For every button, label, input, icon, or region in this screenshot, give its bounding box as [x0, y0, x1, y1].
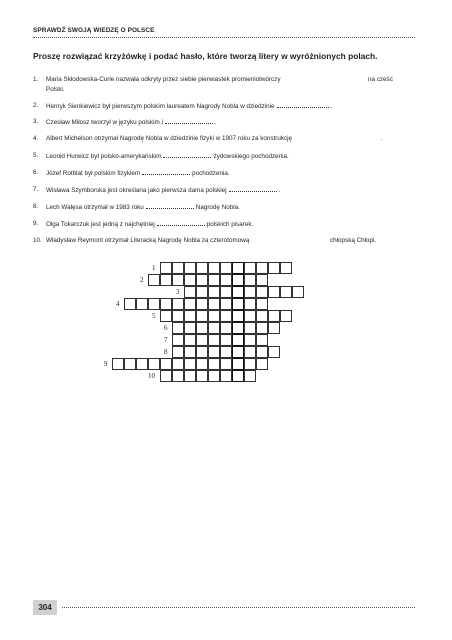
crossword-cell[interactable] — [184, 262, 196, 274]
crossword-cell[interactable] — [196, 274, 208, 286]
question-text: Albert Michelson otrzymał Nagrodę Nobla w dziedzinie fizyki w 1907 roku za konstrukcję — [46, 135, 293, 142]
crossword-cell[interactable] — [208, 274, 220, 286]
crossword-cell[interactable] — [184, 286, 196, 298]
question-number: 5. — [33, 152, 39, 159]
clue-number: 3 — [176, 288, 180, 296]
clue-number: 6 — [164, 324, 168, 332]
crossword-key-cell[interactable] — [232, 310, 244, 322]
crossword-cell[interactable] — [256, 358, 268, 370]
crossword-cell[interactable] — [184, 370, 196, 382]
crossword-cell[interactable] — [196, 370, 208, 382]
crossword-cell[interactable] — [196, 334, 208, 346]
clue-number: 4 — [116, 300, 120, 308]
question-text: Maria Skłodowska-Curie nazwała odkryty przez siebie pierwiastek promieniotwórczy — [46, 76, 281, 83]
clue-number: 7 — [164, 336, 168, 344]
question-tail: chłopską Chłopi. — [330, 237, 377, 244]
crossword-cell[interactable] — [208, 262, 220, 274]
crossword-cell[interactable] — [148, 274, 160, 286]
crossword-cell[interactable] — [172, 298, 184, 310]
crossword-cell[interactable] — [256, 274, 268, 286]
crossword-cell[interactable] — [268, 262, 280, 274]
crossword-cell[interactable] — [244, 310, 256, 322]
question-text: Lech Wałęsa otrzymał w 1983 roku Nagrodę Nobla. — [46, 204, 240, 211]
crossword-cell[interactable] — [256, 334, 268, 346]
crossword-cell[interactable] — [184, 346, 196, 358]
crossword-cell[interactable] — [244, 286, 256, 298]
section-header: SPRAWDŹ SWOJĄ WIEDZĘ O POLSCE — [33, 27, 155, 34]
crossword-cell[interactable] — [208, 346, 220, 358]
crossword-cell[interactable] — [244, 298, 256, 310]
crossword-cell[interactable] — [220, 370, 232, 382]
question-text: Józef Rotblat był polskim fizykiem pochodzenia. — [46, 170, 230, 177]
question-number: 2. — [33, 102, 39, 109]
crossword-cell[interactable] — [124, 298, 136, 310]
crossword-cell[interactable] — [220, 322, 232, 334]
crossword-cell[interactable] — [136, 358, 148, 370]
crossword-cell[interactable] — [184, 310, 196, 322]
crossword-key-cell[interactable] — [232, 262, 244, 274]
crossword-cell[interactable] — [196, 310, 208, 322]
crossword-cell[interactable] — [268, 346, 280, 358]
crossword-cell[interactable] — [172, 310, 184, 322]
crossword-cell[interactable] — [208, 358, 220, 370]
crossword-cell[interactable] — [124, 358, 136, 370]
crossword-cell[interactable] — [172, 262, 184, 274]
crossword-cell[interactable] — [172, 358, 184, 370]
crossword-cell[interactable] — [208, 370, 220, 382]
crossword-cell[interactable] — [160, 298, 172, 310]
crossword-cell[interactable] — [184, 322, 196, 334]
crossword-key-cell[interactable] — [232, 298, 244, 310]
crossword-key-cell[interactable] — [232, 334, 244, 346]
crossword-cell[interactable] — [160, 274, 172, 286]
crossword-cell[interactable] — [256, 298, 268, 310]
crossword-cell[interactable] — [244, 334, 256, 346]
crossword-cell[interactable] — [172, 334, 184, 346]
clue-number: 9 — [104, 360, 108, 368]
question-number: 3. — [33, 118, 39, 125]
clue-number: 2 — [140, 276, 144, 284]
crossword-cell[interactable] — [268, 322, 280, 334]
crossword-cell[interactable] — [244, 370, 256, 382]
crossword-cell[interactable] — [208, 298, 220, 310]
crossword-key-cell[interactable] — [232, 358, 244, 370]
crossword-cell[interactable] — [220, 286, 232, 298]
question-tail: na cześć — [368, 76, 393, 83]
question-number: 9. — [33, 220, 39, 227]
crossword-cell[interactable] — [220, 310, 232, 322]
crossword-cell[interactable] — [136, 298, 148, 310]
crossword-cell[interactable] — [244, 274, 256, 286]
crossword-cell[interactable] — [256, 286, 268, 298]
crossword-cell[interactable] — [172, 322, 184, 334]
crossword-cell[interactable] — [220, 274, 232, 286]
crossword-cell[interactable] — [292, 286, 304, 298]
crossword-cell[interactable] — [160, 370, 172, 382]
question-text: Czesław Miłosz tworzył w języku polskim i . — [46, 119, 217, 126]
crossword-key-cell[interactable] — [232, 346, 244, 358]
question-number: 8. — [33, 203, 39, 210]
crossword-cell[interactable] — [160, 310, 172, 322]
crossword-cell[interactable] — [256, 346, 268, 358]
crossword-cell[interactable] — [148, 358, 160, 370]
crossword-key-cell[interactable] — [232, 286, 244, 298]
clue-number: 10 — [148, 372, 155, 380]
question-number: 1. — [33, 76, 39, 83]
crossword-cell[interactable] — [220, 298, 232, 310]
exercise-title: Proszę rozwiązać krzyżówkę i podać hasło, które tworzą litery w wyróżnionych polach. — [33, 51, 378, 61]
crossword-key-cell[interactable] — [232, 322, 244, 334]
crossword-cell[interactable] — [280, 310, 292, 322]
question-text: Leonid Hurwicz był polsko-amerykańskim żydowskiego pochodzenia. — [46, 153, 289, 160]
clue-number: 8 — [164, 348, 168, 356]
crossword-cell[interactable] — [172, 274, 184, 286]
crossword-cell[interactable] — [256, 322, 268, 334]
crossword-cell[interactable] — [244, 358, 256, 370]
crossword-cell[interactable] — [112, 358, 124, 370]
question-tail: . — [381, 135, 383, 142]
question-text: Olga Tokarczuk jest jedną z najchętniej polskich pisarek. — [46, 221, 254, 228]
crossword-cell[interactable] — [280, 286, 292, 298]
crossword-cell[interactable] — [208, 334, 220, 346]
crossword-cell[interactable] — [268, 310, 280, 322]
crossword-cell[interactable] — [208, 322, 220, 334]
bottom-divider — [62, 607, 415, 608]
crossword-cell[interactable] — [160, 358, 172, 370]
crossword-cell[interactable] — [220, 346, 232, 358]
question-continuation: Polski. — [46, 86, 65, 93]
crossword-cell[interactable] — [268, 286, 280, 298]
question-number: 10. — [33, 237, 42, 244]
crossword-cell[interactable] — [172, 346, 184, 358]
crossword-key-cell[interactable] — [232, 370, 244, 382]
crossword-cell[interactable] — [256, 262, 268, 274]
crossword-cell[interactable] — [184, 358, 196, 370]
crossword-cell[interactable] — [184, 274, 196, 286]
crossword-cell[interactable] — [196, 298, 208, 310]
page-number: 304 — [33, 600, 57, 615]
crossword-cell[interactable] — [220, 262, 232, 274]
crossword-cell[interactable] — [196, 262, 208, 274]
question-text: Henryk Sienkiewicz był pierwszym polskim laureatem Nagrody Nobla w dziedzinie . — [46, 103, 333, 110]
clue-number: 5 — [152, 312, 156, 320]
crossword-key-cell[interactable] — [232, 274, 244, 286]
crossword-cell[interactable] — [172, 370, 184, 382]
crossword-cell[interactable] — [184, 298, 196, 310]
crossword-cell[interactable] — [196, 322, 208, 334]
clue-number: 1 — [152, 264, 156, 272]
crossword-cell[interactable] — [220, 358, 232, 370]
question-number: 7. — [33, 186, 39, 193]
crossword-cell[interactable] — [220, 334, 232, 346]
crossword-cell[interactable] — [244, 262, 256, 274]
crossword-cell[interactable] — [208, 286, 220, 298]
crossword-cell[interactable] — [280, 262, 292, 274]
crossword-cell[interactable] — [184, 334, 196, 346]
crossword-cell[interactable] — [244, 322, 256, 334]
question-number: 6. — [33, 169, 39, 176]
crossword-cell[interactable] — [196, 358, 208, 370]
question-text: Władysław Reymont otrzymał Literacką Nagrodę Nobla za czterotomową — [46, 237, 250, 244]
question-text: Wisława Szymborska jest określana jako pierwsza dama polskiej . — [46, 187, 281, 194]
crossword-cell[interactable] — [196, 286, 208, 298]
question-number: 4. — [33, 135, 39, 142]
crossword-cell[interactable] — [244, 346, 256, 358]
crossword-cell[interactable] — [148, 298, 160, 310]
crossword-cell[interactable] — [160, 262, 172, 274]
crossword-cell[interactable] — [256, 310, 268, 322]
crossword-cell[interactable] — [196, 346, 208, 358]
crossword-cell[interactable] — [208, 310, 220, 322]
